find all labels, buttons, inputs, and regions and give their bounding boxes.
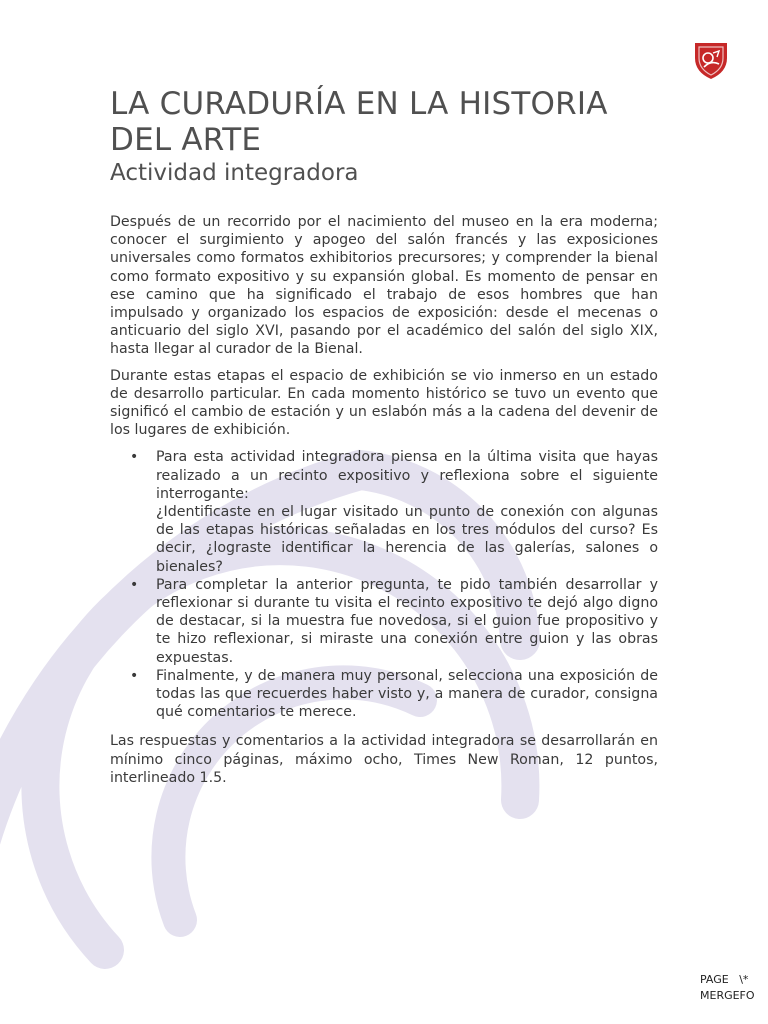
list-item <box>110 448 658 575</box>
list-item <box>110 667 658 722</box>
page-field-code: PAGE \* <box>700 973 752 986</box>
page-field-format: MERGEFO <box>700 989 755 1002</box>
list-item <box>110 576 658 667</box>
bullet-icon: • <box>130 667 139 684</box>
list-item-text: Para esta actividad integradora piensa en la última visita que hayas realizado a un recinto expositivo y reflexiona sobre el siguiente interrogante: <box>156 449 658 502</box>
intro-paragraph: Después de un recorrido por el nacimiento del museo en la era moderna; conocer el surgimiento y apogeo del salón francés y las exposiciones universales como formatos exhibitorios precursores; y comprender la bienal como formato expositivo y su expansión global. Es momento de pensar en ese camino que ha significado el trabajo de esos hombres que han impulsado y organizado los espacios de exposición: desde el mecenas o anticuario del siglo XVI, pasando por el académico del salón del siglo XIX, hasta llegar al curador de la Bienal. <box>110 214 658 358</box>
activity-instructions-list <box>110 448 658 721</box>
list-item-question: ¿Identificaste en el lugar visitado un punto de conexión con algunas de las etapas históricas señaladas en los tres módulos del curso? Es decir, ¿lograste identificar la herencia de las galerías, salones o bienales? <box>156 504 658 575</box>
requirements-paragraph: Las respuestas y comentarios a la actividad integradora se desarrollarán en mínimo cinco páginas, máximo ocho, Times New Roman, 12 puntos, interlineado 1.5. <box>110 733 658 786</box>
context-paragraph: Durante estas etapas el espacio de exhibición se vio inmerso en un estado de desarrollo particular. En cada momento histórico se tuvo un evento que significó el cambio de estación y un eslabón más a la cadena del devenir de los lugares de exhibición. <box>110 367 658 439</box>
list-item-text: Finalmente, y de manera muy personal, selecciona una exposición de todas las que recuerdes haber visto y, a manera de curador, consigna qué comentarios te merece. <box>156 667 658 721</box>
institution-logo-icon <box>692 40 730 80</box>
bullet-icon: • <box>130 449 139 466</box>
list-item-text: Para completar la anterior pregunta, te pido también desarrollar y reflexionar si durante tu visita el recinto expositivo te dejó algo digno de destacar, si la muestra fue novedosa, si el guion fue propositivo y te hizo reflexionar, si miraste una conexión entre guion y las obras expuestas. <box>156 576 658 666</box>
document-body <box>110 86 658 787</box>
document-title: LA CURADURÍA EN LA HISTORIA DEL ARTE <box>110 86 608 158</box>
document-subtitle: Actividad integradora <box>110 160 359 186</box>
page-number-field <box>700 972 768 1024</box>
bullet-icon: • <box>130 576 139 593</box>
